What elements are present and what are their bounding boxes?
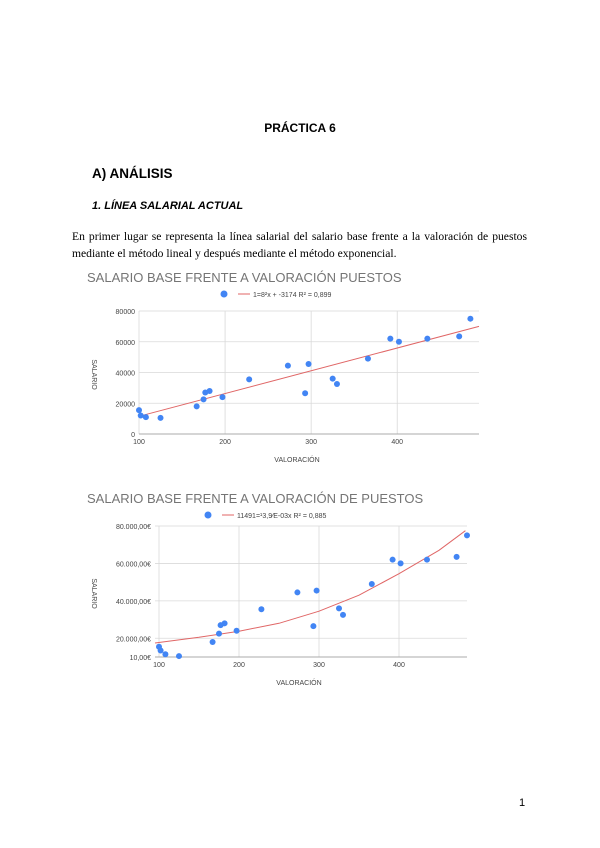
data-point	[396, 339, 402, 345]
chart-title: SALARIO BASE FRENTE A VALORACIÓN PUESTOS	[87, 270, 402, 285]
data-point	[302, 390, 308, 396]
data-point	[365, 356, 371, 362]
data-point	[136, 407, 142, 413]
data-point	[210, 639, 216, 645]
data-point	[390, 557, 396, 563]
y-axis-label: SALARIO	[90, 578, 97, 609]
x-tick-label: 100	[153, 662, 165, 669]
section-heading: A) ANÁLISIS	[92, 166, 173, 181]
data-point	[158, 415, 164, 421]
data-point	[176, 653, 182, 659]
chart-svg-linear	[82, 264, 492, 469]
chart-title: SALARIO BASE FRENTE A VALORACIÓN DE PUESTOS	[87, 491, 424, 506]
x-tick-label: 100	[133, 439, 145, 446]
data-point	[234, 628, 240, 634]
body-paragraph: En primer lugar se representa la línea salarial del salario base frente a la valoración de puestos mediante el método lineal y después mediante el método exponencial.	[72, 230, 527, 260]
data-point	[246, 376, 252, 382]
legend-point-marker	[221, 291, 228, 298]
legend-label: 11491=¹3,9⁄E-03x R² = 0,885	[237, 513, 327, 520]
y-tick-label: 40.000,00€	[115, 598, 151, 606]
y-tick-label: 80000	[115, 309, 135, 316]
data-point	[314, 588, 320, 594]
data-point	[454, 554, 460, 560]
x-tick-label: 400	[393, 662, 405, 669]
legend-label: 1=8²x + -3174 R² = 0,899	[253, 292, 332, 299]
data-point	[194, 403, 200, 409]
data-point	[258, 606, 264, 612]
data-point	[340, 612, 346, 618]
data-point	[310, 623, 316, 629]
data-point	[464, 532, 470, 538]
y-axis-label: SALARIO	[90, 359, 97, 390]
data-point	[334, 381, 340, 387]
x-axis-label: VALORACIÓN	[276, 680, 322, 687]
data-point	[216, 631, 222, 637]
y-tick-label: 80.000,00€	[115, 524, 151, 531]
data-point	[285, 363, 291, 369]
page-number: 1	[519, 797, 526, 809]
legend-point-marker	[205, 512, 212, 519]
data-point	[467, 316, 473, 322]
trend-curve	[155, 531, 465, 643]
x-tick-label: 300	[313, 662, 325, 669]
y-tick-label: 0	[131, 432, 135, 439]
x-tick-label: 400	[391, 439, 404, 446]
data-point	[330, 376, 336, 382]
data-point	[219, 394, 225, 400]
data-point	[222, 620, 228, 626]
data-point	[387, 336, 393, 342]
y-tick-label: 60.000,00€	[115, 561, 151, 569]
y-tick-label: 40000	[115, 370, 135, 378]
data-point	[158, 647, 164, 653]
data-point	[336, 605, 342, 611]
data-point	[162, 651, 168, 657]
data-point	[398, 560, 404, 566]
y-tick-label: 20.000,00€	[115, 636, 151, 644]
x-axis-label: VALORACIÓN	[274, 457, 320, 464]
subsection-heading: 1. LÍNEA SALARIAL ACTUAL	[92, 200, 244, 212]
data-point	[294, 589, 300, 595]
x-tick-label: 200	[219, 439, 231, 446]
chart-svg-exponential	[82, 485, 492, 695]
linear-scatter-chart	[82, 264, 492, 469]
y-tick-label: 60000	[115, 339, 135, 347]
data-point	[306, 361, 312, 367]
y-tick-label: 10,00€	[129, 655, 151, 662]
page-title: PRÁCTICA 6	[264, 121, 336, 135]
x-tick-label: 300	[305, 439, 317, 446]
data-point	[201, 396, 207, 402]
data-point	[143, 414, 149, 420]
y-tick-label: 20000	[115, 401, 135, 409]
data-point	[207, 388, 213, 394]
data-point	[424, 557, 430, 563]
data-point	[369, 581, 375, 587]
exponential-scatter-chart	[82, 485, 492, 695]
data-point	[424, 336, 430, 342]
data-point	[456, 333, 462, 339]
data-point	[138, 413, 144, 419]
x-tick-label: 200	[233, 662, 245, 669]
